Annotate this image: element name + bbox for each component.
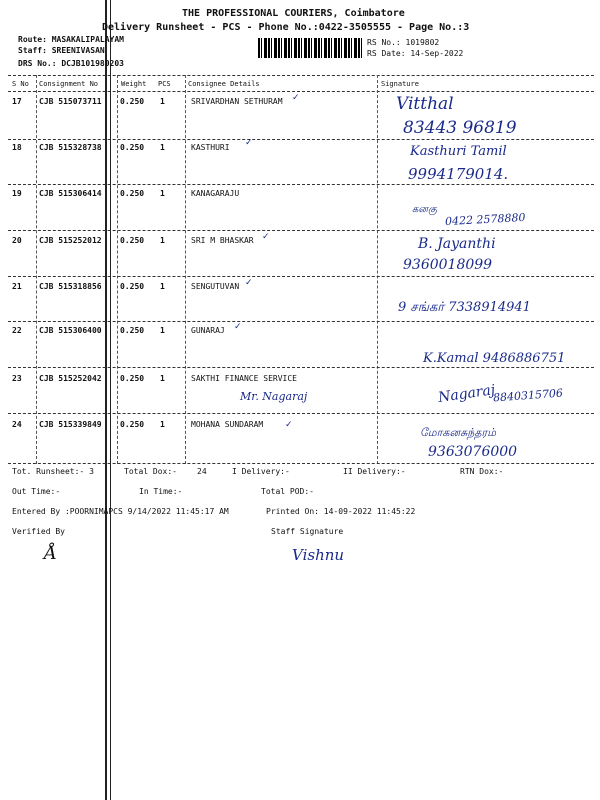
signature-name: மோகனசுந்தரம் — [420, 426, 497, 439]
tick-mark: ✓ — [245, 138, 253, 148]
row-consignment: CJB 515306400 — [39, 326, 102, 335]
header-top-line — [8, 75, 594, 76]
row-pcs: 1 — [160, 420, 165, 429]
row-pcs: 1 — [160, 374, 165, 383]
row-consignment: CJB 515318856 — [39, 282, 102, 291]
col-weight: Weight — [121, 80, 147, 88]
row-consignment: CJB 515252042 — [39, 374, 102, 383]
row-divider — [8, 230, 594, 231]
col-sep — [185, 75, 186, 464]
row-consignment: CJB 515252012 — [39, 236, 102, 245]
row-pcs: 1 — [160, 189, 165, 198]
consignee-note: Mr. Nagaraj — [240, 390, 308, 403]
col-sno: S No — [12, 80, 29, 88]
col-signature: Signature — [381, 80, 419, 88]
col-consignment: Consignment No — [39, 80, 99, 88]
signature-name: B. Jayanthi — [418, 236, 496, 252]
rs-date: RS Date: 14-Sep-2022 — [367, 49, 464, 58]
verified-signature-mark: Å — [44, 543, 57, 564]
staff-signature-mark: Vishnu — [292, 546, 345, 564]
signature-phone: 9360018099 — [403, 257, 493, 273]
row-consignment: CJB 515073711 — [39, 97, 102, 106]
signature-name: 9 சங்கர் 7338914941 — [398, 300, 531, 315]
signature-name: Vitthal — [396, 94, 454, 114]
rs-number: RS No.: 1019802 — [367, 38, 440, 47]
row-consignment: CJB 515328738 — [39, 143, 102, 152]
row-pcs: 1 — [160, 282, 165, 291]
row-divider — [8, 139, 594, 140]
row-details: SRIVARDHAN SETHURAM — [191, 97, 283, 106]
row-weight: 0.250 — [120, 374, 145, 383]
row-weight: 0.250 — [120, 282, 145, 291]
row-weight: 0.250 — [120, 97, 145, 106]
signature-name: Nagaraj — [437, 382, 497, 406]
company-title: THE PROFESSIONAL COURIERS, Coimbatore — [182, 8, 405, 19]
rtn-dox: RTN Dox:- — [460, 467, 504, 476]
tick-mark: ✓ — [234, 322, 242, 332]
row-pcs: 1 — [160, 143, 165, 152]
binder-line-right — [110, 0, 111, 800]
row-details: GUNARAJ — [191, 326, 225, 335]
binder-line-left — [105, 0, 107, 800]
entered-by: Entered By :POORNIMAPCS 9/14/2022 11:45:17 AM — [12, 507, 229, 516]
col-sep — [117, 75, 118, 464]
row-details: MOHANA SUNDARAM — [191, 420, 264, 429]
i-delivery: I Delivery:- — [232, 467, 290, 476]
row-pcs: 1 — [160, 97, 165, 106]
row-divider — [8, 184, 594, 185]
row-details: SRI M BHASKAR — [191, 236, 254, 245]
row-sno: 21 — [12, 282, 22, 291]
signature-name: கனகு — [412, 204, 437, 215]
drs-number: DRS No.: DCJB101980203 — [18, 59, 124, 68]
row-consignment: CJB 515306414 — [39, 189, 102, 198]
row-consignment: CJB 515339849 — [39, 420, 102, 429]
row-pcs: 1 — [160, 326, 165, 335]
staff-signature-label: Staff Signature — [271, 527, 344, 536]
signature-name: K.Kamal 9486886751 — [423, 351, 566, 366]
signature-phone: 83443 96819 — [403, 118, 517, 138]
printed-on: Printed On: 14-09-2022 11:45:22 — [266, 507, 416, 516]
row-details: KANAGARAJU — [191, 189, 240, 198]
row-sno: 20 — [12, 236, 22, 245]
tick-mark: ✓ — [262, 232, 270, 242]
row-divider — [8, 413, 594, 414]
runsheet-subtitle: Delivery Runsheet - PCS - Phone No.:0422-3505555 - Page No.:3 — [102, 22, 470, 33]
row-weight: 0.250 — [120, 420, 145, 429]
row-details: KASTHURI — [191, 143, 230, 152]
row-divider — [8, 463, 594, 464]
row-divider — [8, 276, 594, 277]
total-dox-value: 24 — [197, 467, 207, 476]
row-details: SAKTHI FINANCE SERVICE — [191, 374, 297, 383]
col-sep — [36, 75, 37, 464]
staff-label: Staff: SREENIVASAN — [18, 46, 105, 55]
row-weight: 0.250 — [120, 189, 145, 198]
signature-phone: 0422 2578880 — [444, 210, 526, 229]
out-time: Out Time:- — [12, 487, 61, 496]
col-details: Consignee Details — [188, 80, 260, 88]
signature-name: Kasthuri Tamil — [410, 144, 507, 159]
total-dox-label: Total Dox:- — [124, 467, 177, 476]
signature-phone: 9363076000 — [428, 444, 518, 460]
row-sno: 22 — [12, 326, 22, 335]
row-divider — [8, 367, 594, 368]
row-divider — [8, 321, 594, 322]
total-pod: Total POD:- — [261, 487, 314, 496]
row-details: SENGUTUVAN — [191, 282, 240, 291]
row-sno: 17 — [12, 97, 22, 106]
row-weight: 0.250 — [120, 326, 145, 335]
col-pcs: PCS — [158, 80, 171, 88]
row-pcs: 1 — [160, 236, 165, 245]
row-weight: 0.250 — [120, 236, 145, 245]
col-sep — [377, 75, 378, 464]
row-sno: 24 — [12, 420, 22, 429]
ii-delivery: II Delivery:- — [343, 467, 406, 476]
tick-mark: ✓ — [245, 278, 253, 288]
row-sno: 19 — [12, 189, 22, 198]
barcode — [258, 38, 362, 58]
row-sno: 23 — [12, 374, 22, 383]
total-runsheet: Tot. Runsheet:- 3 — [12, 467, 94, 476]
signature-phone: 9994179014. — [408, 165, 509, 183]
header-bottom-line — [8, 91, 594, 92]
row-weight: 0.250 — [120, 143, 145, 152]
tick-mark: ✓ — [285, 420, 293, 430]
signature-phone: 8840315706 — [492, 386, 564, 405]
verified-by-label: Verified By — [12, 527, 65, 536]
tick-mark: ✓ — [292, 93, 300, 103]
route-label: Route: MASAKALIPALAYAM — [18, 35, 124, 44]
row-sno: 18 — [12, 143, 22, 152]
in-time: In Time:- — [139, 487, 183, 496]
